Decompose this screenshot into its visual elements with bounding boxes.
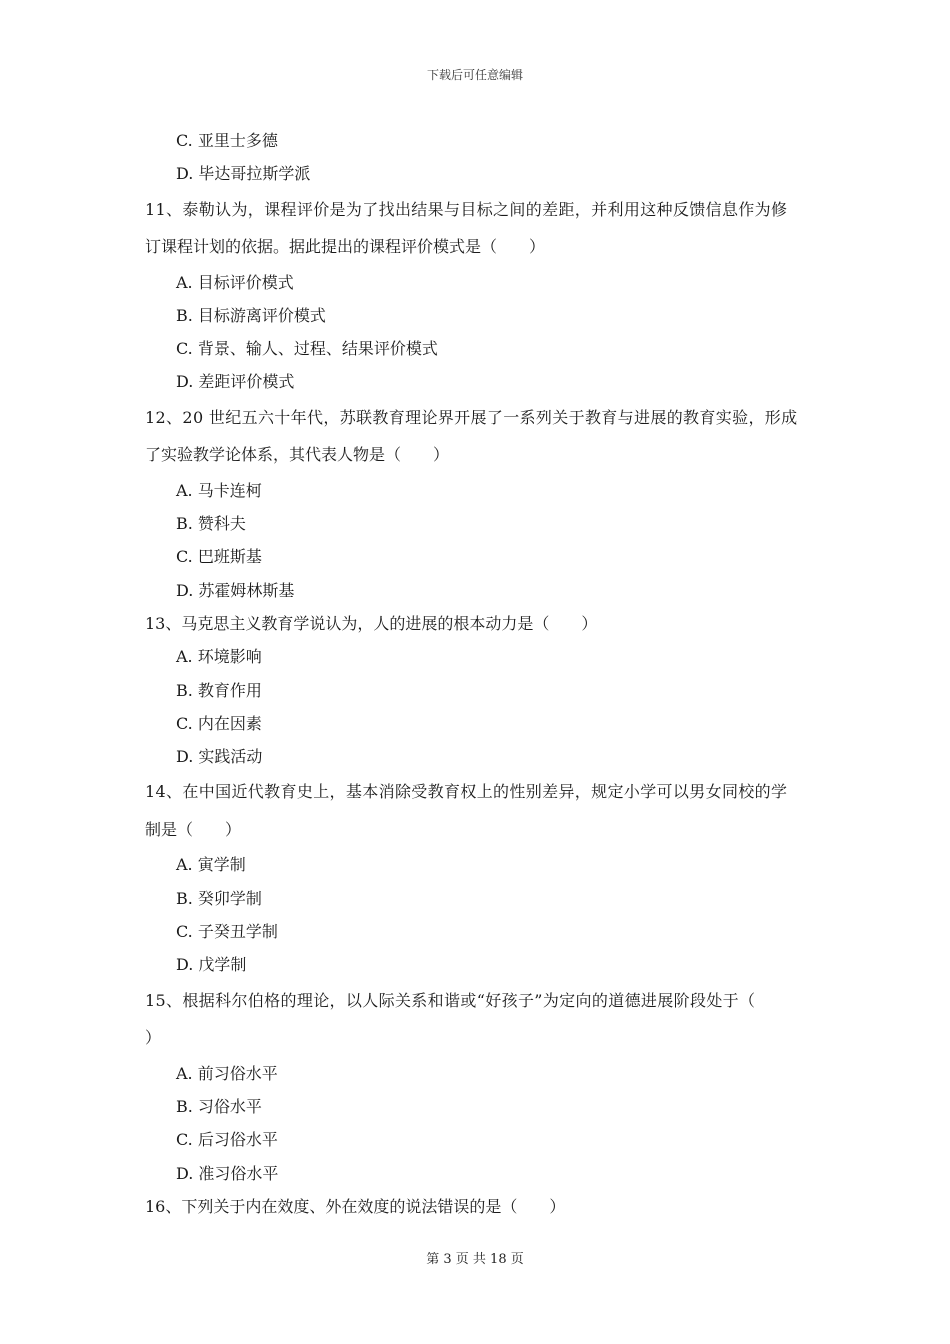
answer-option: D. 毕达哥拉斯学派 [176, 164, 311, 184]
question-text: 16、下列关于内在效度、外在效度的说法错误的是（ ） [145, 1196, 566, 1216]
question-text-continued: 订课程计划的依据。据此提出的课程评价模式是（ ） [145, 237, 546, 257]
answer-option: B. 习俗水平 [176, 1096, 262, 1116]
answer-option: A. 目标评价模式 [176, 272, 294, 292]
answer-option: C. 巴班斯基 [176, 547, 262, 567]
question-text: 14、在中国近代教育史上，基本消除受教育权上的性别差异，规定小学可以男女同校的学 [145, 782, 788, 802]
question-text: 15、根据科尔伯格的理论，以人际关系和谐或“好孩子”为定向的道德进展阶段处于（ [145, 990, 756, 1010]
question-text: 11、泰勒认为，课程评价是为了找出结果与目标之间的差距，并利用这种反馈信息作为修 [145, 199, 788, 219]
answer-option: B. 癸卯学制 [176, 888, 262, 908]
question-text-continued: ） [145, 1028, 162, 1048]
answer-option: B. 教育作用 [176, 680, 262, 700]
answer-option: D. 准习俗水平 [176, 1163, 279, 1183]
answer-option: C. 后习俗水平 [176, 1130, 278, 1150]
answer-option: C. 背景、输人、过程、结果评价模式 [176, 339, 438, 359]
answer-option: D. 实践活动 [176, 747, 263, 767]
answer-option: D. 苏霍姆林斯基 [176, 580, 295, 600]
answer-option: A. 寅学制 [176, 855, 246, 875]
answer-option: B. 赞科夫 [176, 514, 246, 534]
answer-option: C. 亚里士多德 [176, 131, 278, 150]
answer-option: C. 子癸丑学制 [176, 922, 278, 942]
answer-option: C. 内在因素 [176, 713, 262, 733]
answer-option: A. 环境影响 [176, 647, 262, 667]
question-text: 12、20 世纪五六十年代，苏联教育理论界开展了一系列关于教育与进展的教育实验，形成 [145, 407, 798, 427]
question-text-continued: 了实验教学论体系，其代表人物是（ ） [145, 445, 450, 465]
answer-option: D. 戊学制 [176, 955, 247, 975]
answer-option: B. 目标游离评价模式 [176, 305, 326, 325]
page-header: 下载后可任意编辑 [426, 68, 523, 82]
question-text-continued: 制是（ ） [145, 819, 242, 839]
page-footer: 第 3 页 共 18 页 [426, 1252, 524, 1267]
answer-option: D. 差距评价模式 [176, 372, 295, 392]
answer-option: A. 马卡连柯 [176, 480, 262, 500]
question-text: 13、马克思主义教育学说认为，人的进展的根本动力是（ ） [145, 613, 598, 633]
answer-option: A. 前习俗水平 [176, 1063, 278, 1083]
page-content [145, 124, 810, 1223]
